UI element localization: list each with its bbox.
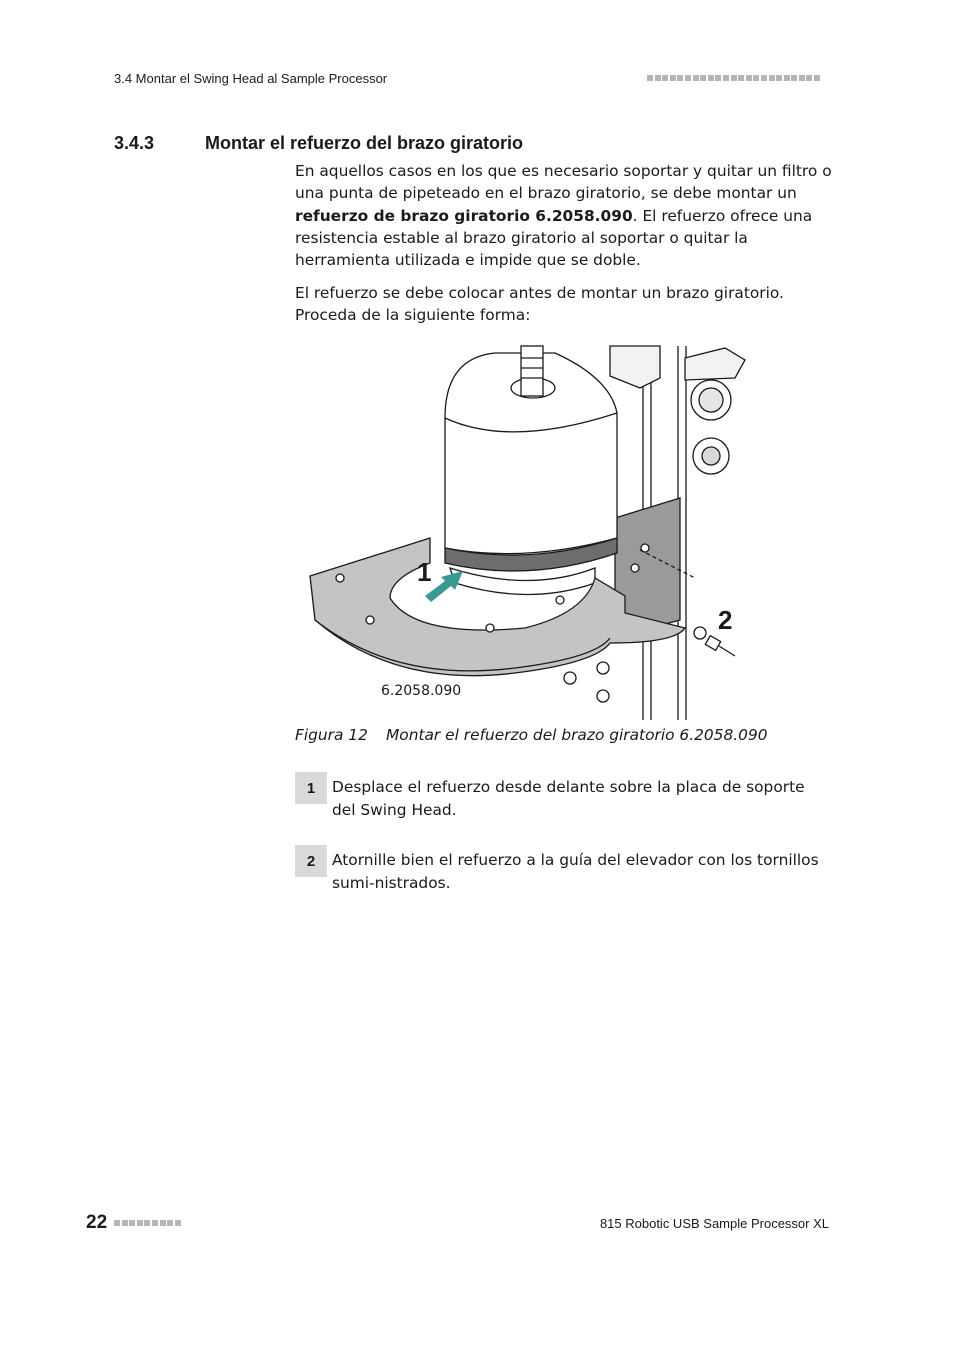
section-title: Montar el refuerzo del brazo giratorio — [205, 133, 524, 153]
step-text-2: Atornille bien el refuerzo a la guía del elevador con los tornillos sumi-nistrados. — [332, 851, 819, 892]
running-head: 3.4 Montar el Swing Head al Sample Processor — [114, 71, 388, 86]
intro-paragraph-2: El refuerzo se debe colocar antes de montar un brazo giratorio. Proceda de la siguiente forma: — [295, 284, 784, 325]
intro-p1-text-b: . El refuerzo ofrece una resistencia estable al brazo giratorio al soportar o quitar la herramienta utilizada e impide que se doble. — [295, 206, 813, 270]
step-number-2: 2 — [295, 845, 327, 877]
intro-p1-bold: refuerzo de brazo giratorio 6.2058.090 — [295, 206, 633, 225]
figure-caption — [295, 726, 768, 744]
callout-1: 1 — [417, 557, 432, 587]
page-number: 22 — [86, 1212, 108, 1233]
step-number-1: 1 — [295, 772, 327, 804]
intro-p1-text-a: En aquellos casos en los que es necesario soportar y quitar un filtro o una punta de pipeteado en el brazo giratorio, se debe montar un — [295, 162, 832, 203]
part-number-label: 6.2058.090 — [381, 683, 462, 699]
header-decoration-squares — [647, 75, 820, 81]
footer-decoration-squares — [114, 1220, 181, 1226]
figure-caption-text: Montar el refuerzo del brazo giratorio 6.2058.090 — [386, 726, 768, 744]
section-number: 3.4.3 — [114, 133, 155, 153]
figure-illustration — [295, 338, 765, 723]
figure-caption-label: Figura 12 — [295, 726, 368, 744]
swing-head-reinforcement-drawing — [295, 338, 765, 723]
step-text-1: Desplace el refuerzo desde delante sobre la placa de soporte del Swing Head. — [332, 778, 805, 819]
footer-product-name: 815 Robotic USB Sample Processor XL — [599, 1216, 829, 1231]
intro-paragraph-1 — [295, 160, 840, 271]
callout-2: 2 — [718, 605, 733, 635]
